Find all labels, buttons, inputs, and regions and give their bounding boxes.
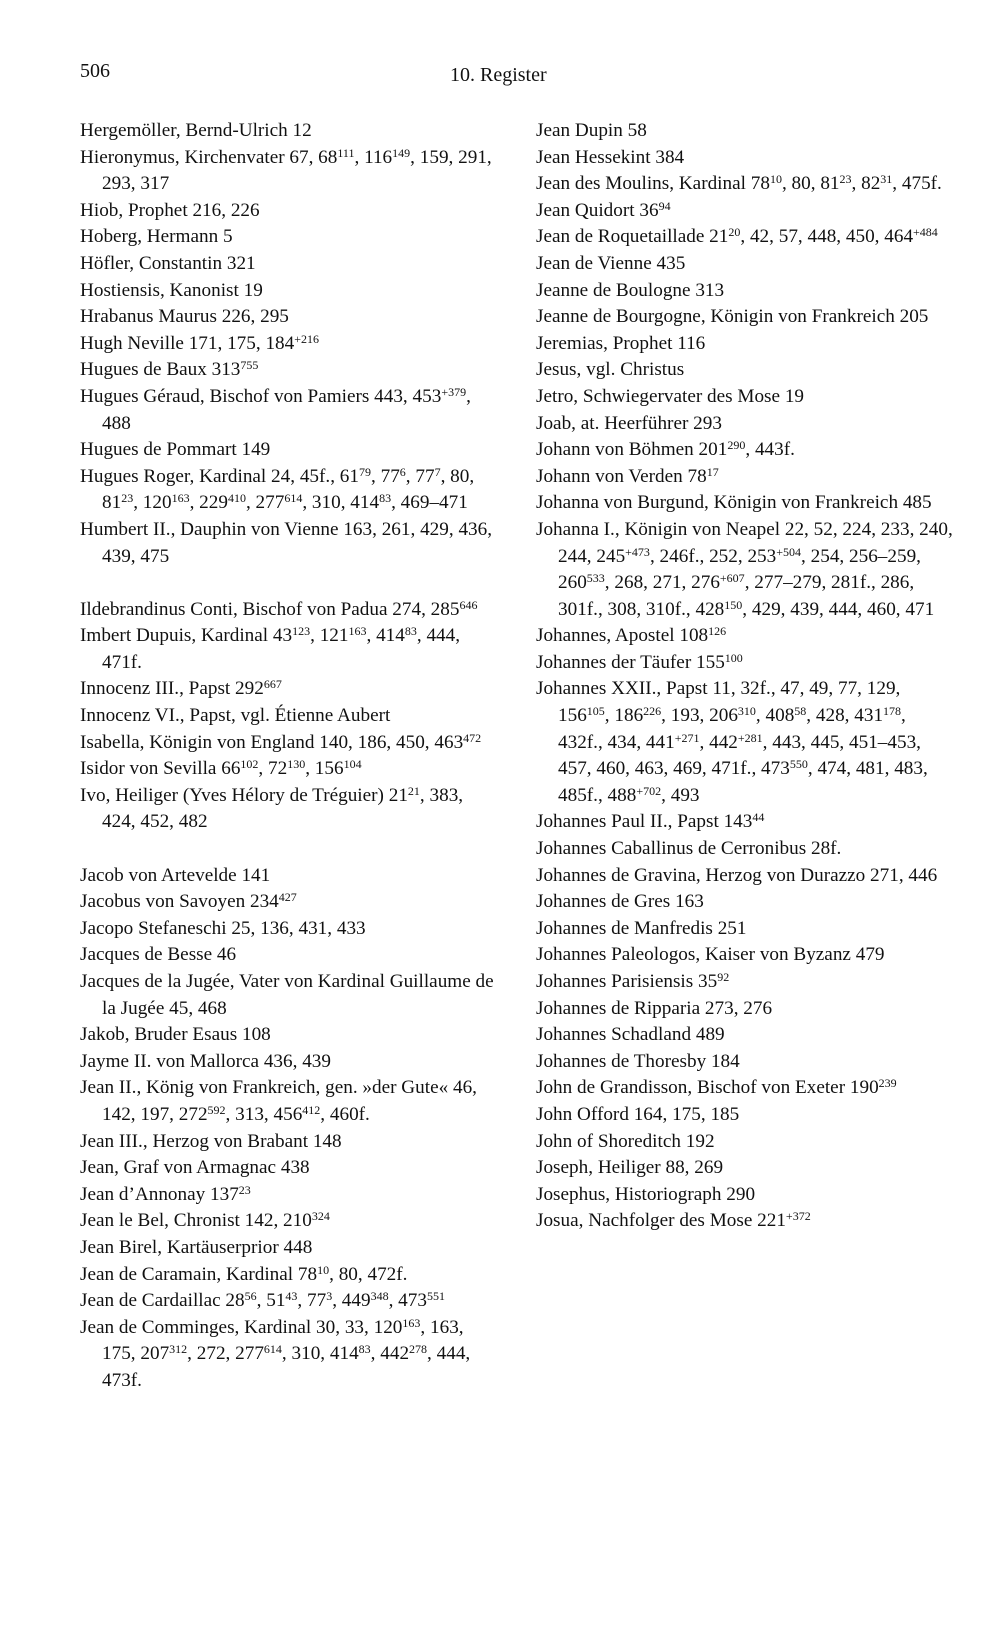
section-gap — [80, 836, 498, 863]
index-entry: Hugues de Baux $313^{755}$ — [80, 358, 259, 381]
index-entry: Josua, Nachfolger des Mose $221^{+372}$ — [536, 1209, 811, 1232]
index-entry: Hugues Roger, Kardinal 24, 45f., $61^{79}$, $77^6$, $77^7$, 80, $81^{23}$, $120^{163}$, $229^{410}$, $277^{614}$, 310, $414^{83}$, 469–471 — [80, 464, 475, 514]
index-entry: Hergemöller, Bernd-Ulrich 12 — [80, 120, 312, 141]
index-entry: Innocenz VI., Papst, vgl. Étienne Aubert — [80, 705, 391, 727]
index-entry: Johann von Böhmen $201^{290}$, 443f. — [536, 438, 795, 461]
index-entry: Hugh Neville 171, 175, $184^{+216}$ — [80, 331, 320, 354]
index-entry: Hiob, Prophet 216, 226 — [80, 199, 260, 221]
index-entry: Johannes Parisiensis $35^{92}$ — [536, 970, 730, 992]
index-entry: Hrabanus Maurus 226, 295 — [80, 306, 289, 328]
index-entry: Jesus, vgl. Christus — [536, 359, 685, 381]
index-entry: Johannes Paleologos, Kaiser von Byzanz 479 — [536, 944, 885, 966]
index-entry: Jean Quidort $36^{94}$ — [536, 198, 671, 221]
index-entry: Jean de Comminges, Kardinal 30, 33, $120^{163}$, 163, 175, $207^{312}$, 272, $277^{614}$, 310, $414^{83}$, $442^{278}$, 444, 473f. — [80, 1315, 471, 1391]
index-entry: Höfler, Constantin 321 — [80, 252, 256, 274]
index-entry: Johannes Paul II., Papst $143^{44}$ — [536, 810, 765, 833]
index-entry: Ildebrandinus Conti, Bischof von Padua 274, $285^{646}$ — [80, 597, 478, 620]
index-column-right — [536, 118, 954, 1235]
index-entry: Jacopo Stefaneschi 25, 136, 431, 433 — [80, 917, 366, 939]
index-entry: Hoberg, Hermann 5 — [80, 226, 233, 248]
index-entry: Johannes, Apostel $108^{126}$ — [536, 624, 727, 647]
index-entry: Jean II., König von Frankreich, gen. »der Gute« 46, 142, 197, $272^{592}$, 313, $456^{412}$, 460f. — [80, 1077, 477, 1125]
index-entry: Johannes Schadland 489 — [536, 1024, 725, 1046]
index-entry: Johannes XXII., Papst 11, 32f., 47, 49, 77, 129, $156^{105}$, $186^{226}$, 193, $206^{310}$, $408^{58}$, 428, $431^{178}$, 432f., 434, $441^{+271}$, $442^{+281}$, 443, 445, 451–453, 457, 460, 463, 469, 471f., $473^{550}$, 474, 481, 483, 485f., $488^{+702}$, 493 — [536, 678, 928, 806]
index-entry: Jean de Vienne 435 — [536, 252, 686, 274]
index-entry: Johannes de Gres 163 — [536, 891, 704, 913]
index-entry: Johanna von Burgund, Königin von Frankreich 485 — [536, 492, 932, 514]
index-entry: Jetro, Schwiegervater des Mose 19 — [536, 385, 805, 407]
index-entry: Jean Birel, Kartäuserprior 448 — [80, 1236, 313, 1258]
index-entry: Johann von Verden $78^{17}$ — [536, 464, 719, 487]
index-entry: Johannes de Ripparia 273, 276 — [536, 997, 773, 1019]
index-column-left — [80, 118, 498, 1395]
index-entry: Jean de Cardaillac $28^{56}$, $51^{43}$, $77^3$, $449^{348}$, $473^{551}$ — [80, 1289, 445, 1312]
index-entry: John of Shoreditch 192 — [536, 1130, 715, 1152]
index-entry: Jeanne de Boulogne 313 — [536, 279, 725, 301]
index-entry: Jeremias, Prophet 116 — [536, 332, 706, 354]
index-entry: Jean d’Annonay $137^{23}$ — [80, 1182, 251, 1205]
index-entry: Jacob von Artevelde 141 — [80, 864, 271, 886]
index-entry: Jean des Moulins, Kardinal $78^{10}$, 80, $81^{23}$, $82^{31}$, 475f. — [536, 172, 942, 195]
index-entry: John de Grandisson, Bischof von Exeter $190^{239}$ — [536, 1076, 897, 1099]
index-entry: Jean Hessekint 384 — [536, 146, 685, 168]
index-entry: Jean, Graf von Armagnac 438 — [80, 1157, 310, 1179]
index-entry: Jean de Roquetaillade $21^{20}$, 42, 57, 448, 450, $464^{+484}$ — [536, 225, 938, 248]
index-entry: Innocenz III., Papst $292^{667}$ — [80, 677, 282, 700]
index-entry: Johannes de Manfredis 251 — [536, 917, 747, 939]
index-entry: Isidor von Sevilla $66^{102}$, $72^{130}$, $156^{104}$ — [80, 757, 362, 780]
index-entry: Jacques de Besse 46 — [80, 944, 237, 966]
index-entry: Jeanne de Bourgogne, Königin von Frankreich 205 — [536, 306, 929, 328]
section-gap — [80, 570, 498, 597]
index-entry: Jean III., Herzog von Brabant 148 — [80, 1130, 342, 1152]
index-entry: Jakob, Bruder Esaus 108 — [80, 1024, 271, 1046]
index-entry: Jayme II. von Mallorca 436, 439 — [80, 1050, 331, 1072]
index-entry: Joab, at. Heerführer 293 — [536, 412, 722, 434]
index-entry: Humbert II., Dauphin von Vienne 163, 261, 429, 436, 439, 475 — [80, 518, 493, 567]
index-entry: Johannes der Täufer $155^{100}$ — [536, 650, 743, 673]
index-entry: Jacobus von Savoyen $234^{427}$ — [80, 890, 297, 913]
index-entry: Johannes de Gravina, Herzog von Durazzo 271, 446 — [536, 864, 938, 886]
index-entry: Jacques de la Jugée, Vater von Kardinal Guillaume de la Jugée 45, 468 — [80, 971, 494, 1019]
index-entry: Jean le Bel, Chronist 142, $210^{324}$ — [80, 1209, 330, 1232]
index-entry: Josephus, Historiograph 290 — [536, 1183, 756, 1205]
index-entry: Johanna I., Königin von Neapel 22, 52, 224, 233, 240, 244, $245^{+473}$, 246f., 252, $253^{+504}$, 254, 256–259, $260^{533}$, 268, 271, $276^{+607}$, 277–279, 281f., 286, 301f., 308, 310f., $428^{150}$, 429, 439, 444, 460, 471 — [536, 518, 953, 620]
index-entry: Johannes de Thoresby 184 — [536, 1050, 740, 1072]
index-entry: Jean de Caramain, Kardinal $78^{10}$, 80, 472f. — [80, 1262, 408, 1285]
index-entry: Imbert Dupuis, Kardinal $43^{123}$, $121^{163}$, $414^{83}$, 444, 471f. — [80, 624, 461, 673]
index-entry: Isabella, Königin von England 140, 186, 450, $463^{472}$ — [80, 730, 482, 753]
index-entry: Jean Dupin 58 — [536, 120, 647, 141]
index-entry: John Offord 164, 175, 185 — [536, 1103, 740, 1125]
index-entry: Hugues de Pommart 149 — [80, 439, 271, 461]
index-entry: Johannes Caballinus de Cerronibus 28f. — [536, 838, 842, 860]
index-entry: Joseph, Heiliger 88, 269 — [536, 1157, 724, 1179]
index-entry: Hugues Géraud, Bischof von Pamiers 443, $453^{+379}$, 488 — [80, 384, 471, 434]
page-number: 506 — [80, 60, 110, 82]
index-entry: Hieronymus, Kirchenvater 67, $68^{111}$, $116^{149}$, 159, 291, 293, 317 — [80, 145, 492, 195]
running-title: 10. Register — [450, 64, 547, 86]
page-header — [80, 60, 920, 92]
index-entry: Hostiensis, Kanonist 19 — [80, 279, 263, 301]
index-entry: Ivo, Heiliger (Yves Hélory de Tréguier) $21^{21}$, 383, 424, 452, 482 — [80, 783, 464, 833]
